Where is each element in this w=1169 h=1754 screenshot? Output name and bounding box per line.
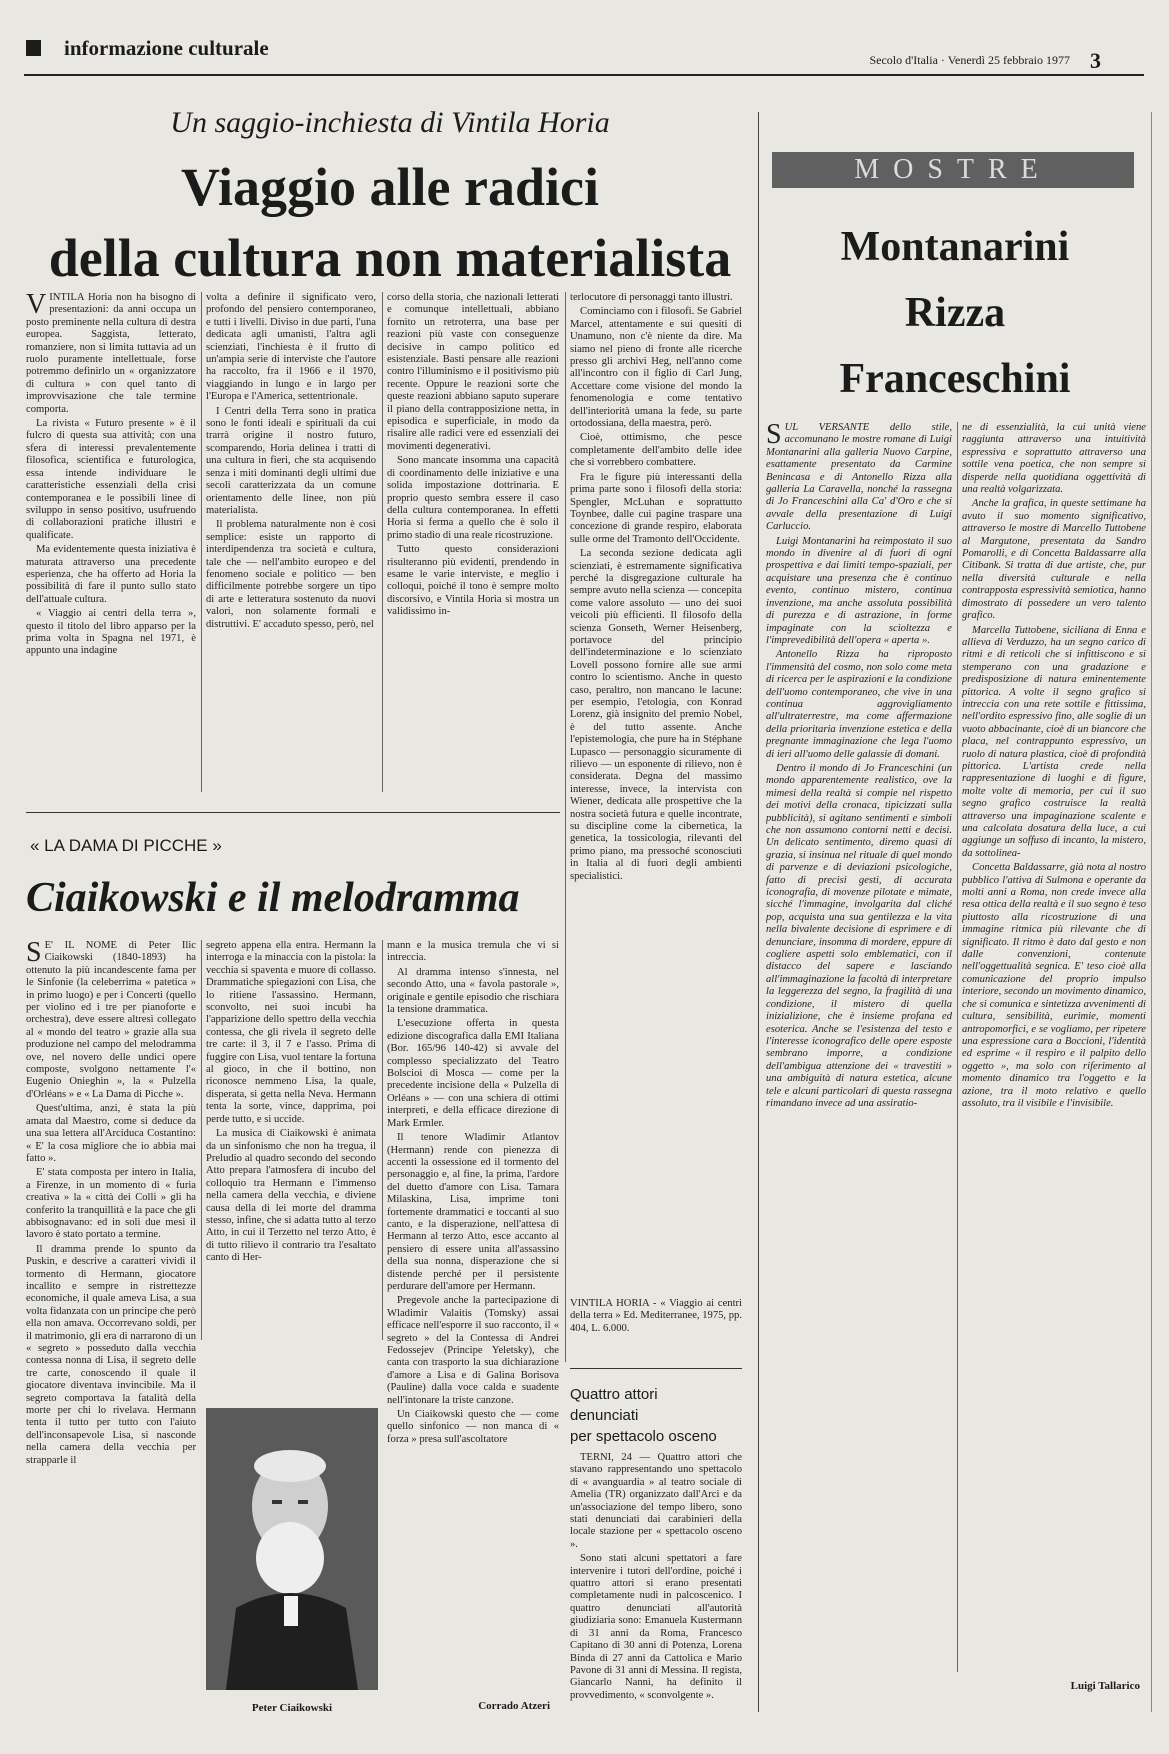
book-citation — [570, 1298, 742, 1354]
paragraph: Anche la grafica, in queste settimane ha avuto il suo momento significativo, attraverso le mostre di Marcello Tuttobene al Margutone, presentata da Sandro Pomarolli, e di Concetta Baldassarre alla Citibank. Si tratta di due artiste, che, pur nella diversità culturale e nella contrapposta espressività semiotica, hanno dimostrato di possedere un vero talento grafico. — [962, 498, 1146, 622]
paragraph: Al dramma intenso s'innesta, nel secondo Atto, una « favola pastorale », originale e gentile episodio che rischiara la tensione drammatica. — [387, 966, 559, 1016]
article2-column-2 — [206, 940, 376, 1398]
artist-name-3: Franceschini — [839, 356, 1071, 402]
paragraph: I Centri della Terra sono in pratica sono le fonti ideali e spirituali da cui trarrà origine il nostro futuro, scomparendo, Horia delinea i tratti di una cultura in fieri, che sta acquisendo senza i miti dominanti degli ultimi due secoli caratterizzata da un comune orientamento delle linee, non più materialista. — [206, 405, 376, 516]
sidebar-column-a — [766, 422, 952, 1672]
article3-top-rule — [570, 1368, 742, 1369]
paragraph: ne di essenzialità, la cui unità viene raggiunta attraverso una intuitività espressiva e soprattutto attraverso una sottile vena poetica, che non sempre si disperde nella quotidiana oggettività di una realtà volgarizzata. — [962, 422, 1146, 496]
paragraph: Luigi Montanarini ha reimpostato il suo mondo in divenire al di fuori di ogni prospettiva e dai limiti tempo-spaziali, per acquistare una presenza che è continuo evento, continuo mistero, continua invenzione, ma anche assoluta possibilità di purezza e di astrazione, in forme impaginate con la scioltezza e l'imprevedibilità dell'opera « aperta ». — [766, 535, 952, 646]
article-kicker: Un saggio-inchiesta di Vintila Horia — [170, 106, 610, 139]
paragraph: L'esecuzione offerta in questa edizione discografica dalla EMI Italiana (Bor. 165/96 140-42) si avvale del complesso specializzato del Teatro Bolscioi di Mosca — come per la precedente incisione della « Pulzella di Orléans » — con una schiera di ottimi interpreti, e della efficace direzione di Mark Ermler. — [387, 1018, 559, 1129]
paragraph: Concetta Baldassarre, già nota al nostro pubblico l'attiva di Sulmona e operante da molti anni a Roma, non crede invece alla resa ottica della realtà e il suo segno è teso piuttosto alla ricostruzione di una immagine ritmica più rilevante che di significato. Il ritmo è dato dal gesto e non dalle convenzioni, contenute nell'oggettualità segnica. E' teso cioè alla comunicazione del proprio impulso interiore, secondo un movimento dinamico, che si comunica e sintetizza avvenimenti di cultura, sensibilità, eurimie, momenti antropomorfici, e se vogliamo, per ripetere una espressione cara a Boccioni, l'identità ed esprime « il respiro e il palpito dello oggetto », ma solo con riferimento al momento dinamico tra l'oggetto e la azione, tra il moto relativo e quello assoluto, tra il visibile e l'invisibile. — [962, 862, 1146, 1109]
paragraph: Il tenore Wladimir Atlantov (Hermann) rende con pienezza di accenti la ossessione ed il tormento del personaggio e, al fine, la prima, l'ardore del duetto d'amore con Lisa. Tamara Milaskina, Lisa, imprime toni fortemente drammatici e toccanti al suo canto, e la disperazione, nell'attesa di Hermann al terzo Atto, esce accanto al pensiero di essere unita all'assassino della sua nonna, disperazione che si distende perché per il persistente perdurare dell'amore per Hermann. — [387, 1132, 559, 1292]
section-label: « LA DAMA DI PICCHE » — [30, 836, 222, 855]
paragraph: « Viaggio ai centri della terra », questo il titolo del libro apparso per la prima volta in Spagna nel 1971, è appunto una indagine — [26, 608, 196, 657]
column-divider — [565, 292, 566, 1362]
paragraph: Pregevole anche la partecipazione di Wladimir Valaitis (Tomsky) assai efficace nell'esporre il suo racconto, il « segreto » del la Contessa di Andrei Fedossejev (Principe Yeletsky), che canta con trasporto la sua dichiarazione d'amore a Lisa e di Galina Borisova (Pauline) dalla voce calda e suadente nell'intonare la triste canzone. — [387, 1295, 559, 1406]
paragraph: La seconda sezione dedicata agli scienziati, è estremamente significativa perché la disgregazione culturale ha sempre avuto nella scienza — concepita come valore assoluto — uno dei suoi veicoli più efficienti. Il filosofo della scienza Gonseth, Werner Heisenberg, portavoce del principio dell'indeterminazione e lo scienziato Lovell possono fornire alle sue armi contro lo scientismo. Anche in questo caso, peraltro, non mancano le lacune: per esempio, l'etologia, con Konrad Lorenz, già insignito del premio Nobel, è del tutto assente. Anche l'epistemologia, che pure ha in Stéphane Lupasco — personaggio sicuramente di rilievo — un esponente di rilievo, non è considerata. Degna del massimo interesse, invece, la intervista con Wiener, dedicata alle prospettive che la nostra società futura e quelle incontrate, su discipline come la cibernetica, la genetica, la tossicologia, rilevanti del primo piano, ma pressoché sconosciuti in Italia al di fuori degli ambienti specialistici. — [570, 548, 742, 882]
article3-head-line3: per spettacolo osceno — [570, 1428, 717, 1445]
paragraph: Sono mancate insomma una capacità di coordinamento delle iniziative e una solida impostazione dottrinaria. E proprio questo sembra essere il caso della cultura contemporanea. In effetti Horia si ferma a quello che è solo il primo stadio di una reale ricostruzione. — [387, 455, 559, 541]
article-headline-line1: Viaggio alle radici — [181, 157, 599, 217]
paragraph: Marcella Tuttobene, siciliana di Enna e allieva di Verduzzo, ha un segno carico di ritmi e di reticoli che si infittiscono e si stemperano con una gradazione e predisposizione di natura eminentemente pittorica. A volte il segno grafico si intreccia con una rete sottile e fittissima, nell'ordito espressivo fino, alle soglie di un vuoto abbacinante, cioè di un biancore che placa, nel contrappunto espressivo, un ruolo di natura plastica, cioè di profondità pittorica. L'artista crede nella rappresentazione di luoghi e di figure, molte volte di memoria, per cui il suo segno grafico costruisce la realtà attraverso una impaginazione scalente e una calcolata dosatura della luce, a cui aggiunge un soffuso di incanto, la mistero, da sottolinea- — [962, 624, 1146, 859]
paragraph: INTILA Horia non ha bisogno di presentazioni: da anni occupa un posto preminente nella cultura di destra europea. Saggista, letterato, romanziere, non si limita tuttavia ad un ruolo puramente intellettuale, forse potremmo definirlo un « organizzatore di cultura » con quel tanto di improvvisazione che tale termine comporta. — [26, 292, 196, 415]
article-headline-line2: della cultura non materialista — [48, 228, 732, 288]
citation-text: VINTILA HORIA - « Viaggio ai centri della terra » Ed. Mediterranee, 1975, pp. 404, L. 6.000. — [570, 1298, 742, 1334]
section-rule — [26, 812, 560, 813]
paragraph: mann e la musica tremula che vi si intreccia. — [387, 940, 559, 964]
section-title: informazione culturale — [64, 36, 269, 60]
page-number: 3 — [1090, 48, 1101, 73]
mostre-label: MOSTRE — [772, 152, 1134, 188]
column-divider — [957, 422, 958, 1672]
sidebar-signature: Luigi Tallarico — [1070, 1680, 1140, 1692]
article2-column-3 — [387, 940, 559, 1698]
paragraph: La musica di Ciaikowski è animata da un sinfonismo che non ha tregua, il Preludio al quadro secondo del secondo Atto prepara l'atmosfera di incubo del colloquio tra Hermann e l'immenso nella camera della vecchia, e diviene causa della di lei morte del dramma stesso, infine, che si adatta tutto al terzo Atto, in cui il Terzetto nel terzo Atto, è di tutto rilievo il contrario tra l'esaltato canto di Her- — [206, 1128, 376, 1264]
column-divider — [382, 940, 383, 1340]
article2-signature: Corrado Atzeri — [478, 1700, 550, 1712]
artist-name-2: Rizza — [904, 290, 1006, 336]
article-column-3 — [387, 292, 559, 797]
dropcap: S — [26, 940, 42, 968]
dropcap: S — [766, 422, 782, 450]
article3-head-line2: denunciati — [570, 1407, 639, 1424]
paragraph: E' stata composta per intero in Italia, a Firenze, in un momento di « furia creativa » la « città dei Colli » gli ha conferito la tranquillità e la pace che gli abbisognavano: ed in soli due mesi il lavoro è stato portato a termine. — [26, 1167, 196, 1241]
paragraph: Sono stati alcuni spettatori a fare intervenire i tutori dell'ordine, poiché i quattro attori si erano presentati completamente nudi in palcoscenico. I quattro denunciati all'autorità giudiziaria sono: Emanuela Kustermann di 31 anni da Roma, Francesco Capitano di 30 anni di Potenza, Lorena Binda di 27 anni da Cattolica e Mario Pavone di 31 anni di Messina. Il regista, Giancarlo Nanni, ha definito il provvedimento, « sconvolgente ». — [570, 1553, 742, 1701]
article-column-4 — [570, 292, 742, 1292]
article2-headline: Ciaikowski e il melodramma — [26, 875, 520, 921]
dropcap: V — [26, 292, 47, 320]
article-column-2 — [206, 292, 376, 797]
artist-name-1: Montanarini — [840, 224, 1070, 270]
portrait-photo — [206, 1408, 378, 1690]
masthead-rule — [24, 74, 1144, 76]
sidebar-column-b — [962, 422, 1146, 1662]
column-divider — [382, 292, 383, 792]
article-column-1 — [26, 292, 196, 797]
paragraph: Il dramma prende lo spunto da Puskin, e descrive a caratteri vividi il tormento di Hermann, giocatore incallito e sempre in ristrettezze economiche, il quale ameva Lisa, a sua volta fidanzata con un principe che però ella non amava. Occorrevano soldi, per il matrimonio, gli era di narrarono di un « segreto » posseduto dalla vecchia contessa nonna di Lisa, il segreto delle tre carte, conoscendo il quale il giocatore diventava invincibile. Ma il segreto comportava la fatalità della morte per chi lo rivelava. Hermann tenta il tutto per tutto con l'aiuto dell'inconsapevole Lisa, si nasconde nella camera della vecchia per strapparle il — [26, 1243, 196, 1466]
paragraph: La rivista « Futuro presente » è il fulcro di questa sua attività; con una sfera di interessi prevalentemente filosofica, scientifica e futurologica, essa intende individuare le caratteristiche essenziali della crisi contemporanea e le possibili linee di sviluppo in senso positivo, usufruendo di collaborazioni pratiche illustri e qualificate. — [26, 418, 196, 541]
paragraph: Un Ciaikowski questo che — come quello sinfonico — non manca di « forza » presa sull'ascoltatore — [387, 1409, 559, 1445]
article3-body — [570, 1452, 742, 1732]
column-divider — [201, 940, 202, 1340]
paragraph: Dentro il mondo di Jo Franceschini (un mondo apparentemente realistico, ove la mimesi della realtà si compie nel rispetto dei motivi della cronaca, tipicizzati sulla pubblicità), si agitano sentimenti e simboli che non assumono contorni netti e decisi. Un delicato sentimento, diremo quasi di grazia, si insinua nel rituale di quel mondo di parvenze e di deviazioni psicologiche, fatto di precisi gesti, di accurata iconografia, di movenze pilotate e mimate, sicché l'immagine, involgarita dal cliché pop, acquista una sua gentilezza e la vita nella bivalente decisione di esprimere e di denunciare, insomma di mordere, eppure di cogliere aspetti solo emblematici, con il distacco del sapere e lasciando all'immaginazione la facoltà di interpretare la leggerezza del segno, la fragilità di una condizione, il mistero di quella inizializione, che è insieme profana ed esoterica. Anche se l'esistenza del testo e l'interesse iconografico delle opere esposte sembrano imporre, a condizione dell'ambigua attenzione dei « travestiti » una ambiguità di natura estetica, alcune tele e alcuni particolari di questa rassegna rimandano invece ad una assiratio- — [766, 762, 952, 1109]
portrait-illustration — [206, 1408, 378, 1690]
paragraph: terlocutore di personaggi tanto illustri. — [570, 292, 733, 303]
paragraph: segreto appena ella entra. Hermann la interroga e la minaccia con la pistola: la vecchia si spaventa e muore di collasso. Drammatiche spiegazioni con Lisa, che lo ritiene l'assassino. Hermann, sconvolto, nei suoi incubi ha l'apparizione dello spettro della vecchia contessa, che gli rivela il segreto delle tre carte: il 3, il 7 e l'asso. Prima di fuggire con Lisa, vuol tentare la fortuna al gioco, in che il bottino, non riconosce nemmeno Lisa, la quale, disperata, si getta nella Neva. Hermann tenta la sorte, vince, dapprima, poi perde tutto, e si uccide. — [206, 940, 376, 1125]
column-divider — [201, 292, 202, 792]
paragraph: UL VERSANTE dello stile, accomunano le mostre romane di Luigi Montanarini alla galleria Nuovo Carpine, esattamente presentato da Carmine Benincasa e di Antonello Rizza alla galleria La Caravella, nonché la rassegna di Jo Franceschini alla Ca' d'Oro e che si avvale della presentazione di Luigi Carluccio. — [766, 422, 952, 533]
article3-head-line1: Quattro attori — [570, 1386, 658, 1403]
paragraph: corso della storia, che nazionali letterati e comunque intellettuali, abbiano fornito un retroterra, una base per reazioni più vaste con conseguenze decisive in campo politico ed esistenziale. Basti pensare alle reazioni contro l'illuminismo e il positivismo più recente. Oppure le reazioni sorte che queste reazioni abbiano saputo superare il piano della contrapposizione netta, in episodica e superficiale, in modo da risalire alle radici vere ed essenziali dei movimenti degenerativi. — [387, 292, 559, 452]
paragraph: E' IL NOME di Peter Ilic Ciaikowski (1840-1893) ha ottenuto la più incandescente fama per le Sinfonie (la celeberrima « patetica » in primo luogo) e per i Concerti (quello per violino ed i tre per pianoforte e orchestra), deve essere altresì collegato al « mondo del teatro » grazie alla sua produzione nel campo del melodramma ove, nel novero delle undici opere composte, svolgono nettamente l'« Eugenio Onieghin », la « Pulzella d'Orléans » e « La Dama di Picche ». — [26, 940, 196, 1100]
paper-date: Secolo d'Italia · Venerdì 25 febbraio 1977 — [869, 53, 1070, 67]
masthead — [0, 0, 1169, 80]
paragraph: Cioè, ottimismo, che pesce completamente dell'ambito delle idee che si vorrebbero combattere. — [570, 432, 742, 469]
paragraph: Fra le figure più interessanti della prima parte sono i filosofi della storia: Spengler, McLuhan e soprattutto Toynbee, dalle cui pagine traspare una concezione di grande respiro, elaborata sulle orme del Tramonto dell'Occidente. — [570, 471, 742, 545]
paragraph: Cominciamo con i filosofi. Se Gabriel Marcel, attentamente e sui quesiti di Unamuno, non c'è niente da dire. Ma siamo nel pieno di fronte alle ricerche presso gli archivi Heg, nell'anno come all'incontro con il figlio di Carl Jung, Accettare come visione del mondo la fenomenologia e come tentativo dell'interiorità umana la fede, su parte ortodossiana, della maestra, però. — [570, 306, 742, 430]
paragraph: Tutto questo considerazioni risulteranno più evidenti, prendendo in esame le varie interviste, e meglio i colloqui, poiché il tono è sempre molto discorsivo, e Vintila Horia si mostra un validissimo in- — [387, 544, 559, 618]
article2-column-1 — [26, 940, 196, 1720]
paragraph: Quest'ultima, anzi, è stata la più amata dal Maestro, come si deduce da una sua lettera all'Arciduca Costantino: « E' la cosa migliore che io abbia mai fatto ». — [26, 1103, 196, 1164]
paragraph: Antonello Rizza ha riproposto l'immensità del cosmo, non solo come meta di ricerca per le aspirazioni e la condizione dell'uomo contemporaneo, che vive in una continua aggrovigliamento all'ultraterrestre, ma come affermazione della prioritaria invenzione estetica e della pregnante immaginazione che lega l'uomo di ieri all'uomo delle galassie di domani. — [766, 649, 952, 760]
portrait-caption: Peter Ciaikowski — [251, 1702, 333, 1714]
section-icon — [26, 40, 41, 56]
paragraph: volta a definire il significato vero, profondo del pensiero contemporaneo, e tutti i livelli. Diviso in due parti, l'una dedicata agli umanisti, l'altra agli scienziati, l'inchiesta è il frutto di un'ampia serie di interviste che l'autore ha raccolto, fra il 1966 e il 1970, viaggiando in lungo e in largo per l'Europa e l'America, settentrionale. — [206, 292, 376, 403]
paragraph: Il problema naturalmente non è così semplice: esiste un rapporto di interdipendenza tra società e cultura, tale che — nell'ambito europeo e del fenomeno sociale e politico — ben difficilmente potrebbe sorgere un tipo di arte e letteratura sostenuto da nuovi valori, non solamente formali e distruttivi. E' accaduto spesso, però, nel — [206, 519, 376, 630]
paragraph: Ma evidentemente questa iniziativa è maturata attraverso una precedente esperienza, che ha offerto ad Horia la possibilità di fare il punto sullo stato dell'attuale cultura. — [26, 544, 196, 605]
paragraph: TERNI, 24 — Quattro attori che stavano rappresentando uno spettacolo di « avanguardia » al teatro sociale di Amelia (TR) organizzato dall'Arci e da un'associazione del tempo libero, sono stati denunciati dai carabinieri della locale stazione per « spettacolo osceno ». — [570, 1452, 742, 1550]
